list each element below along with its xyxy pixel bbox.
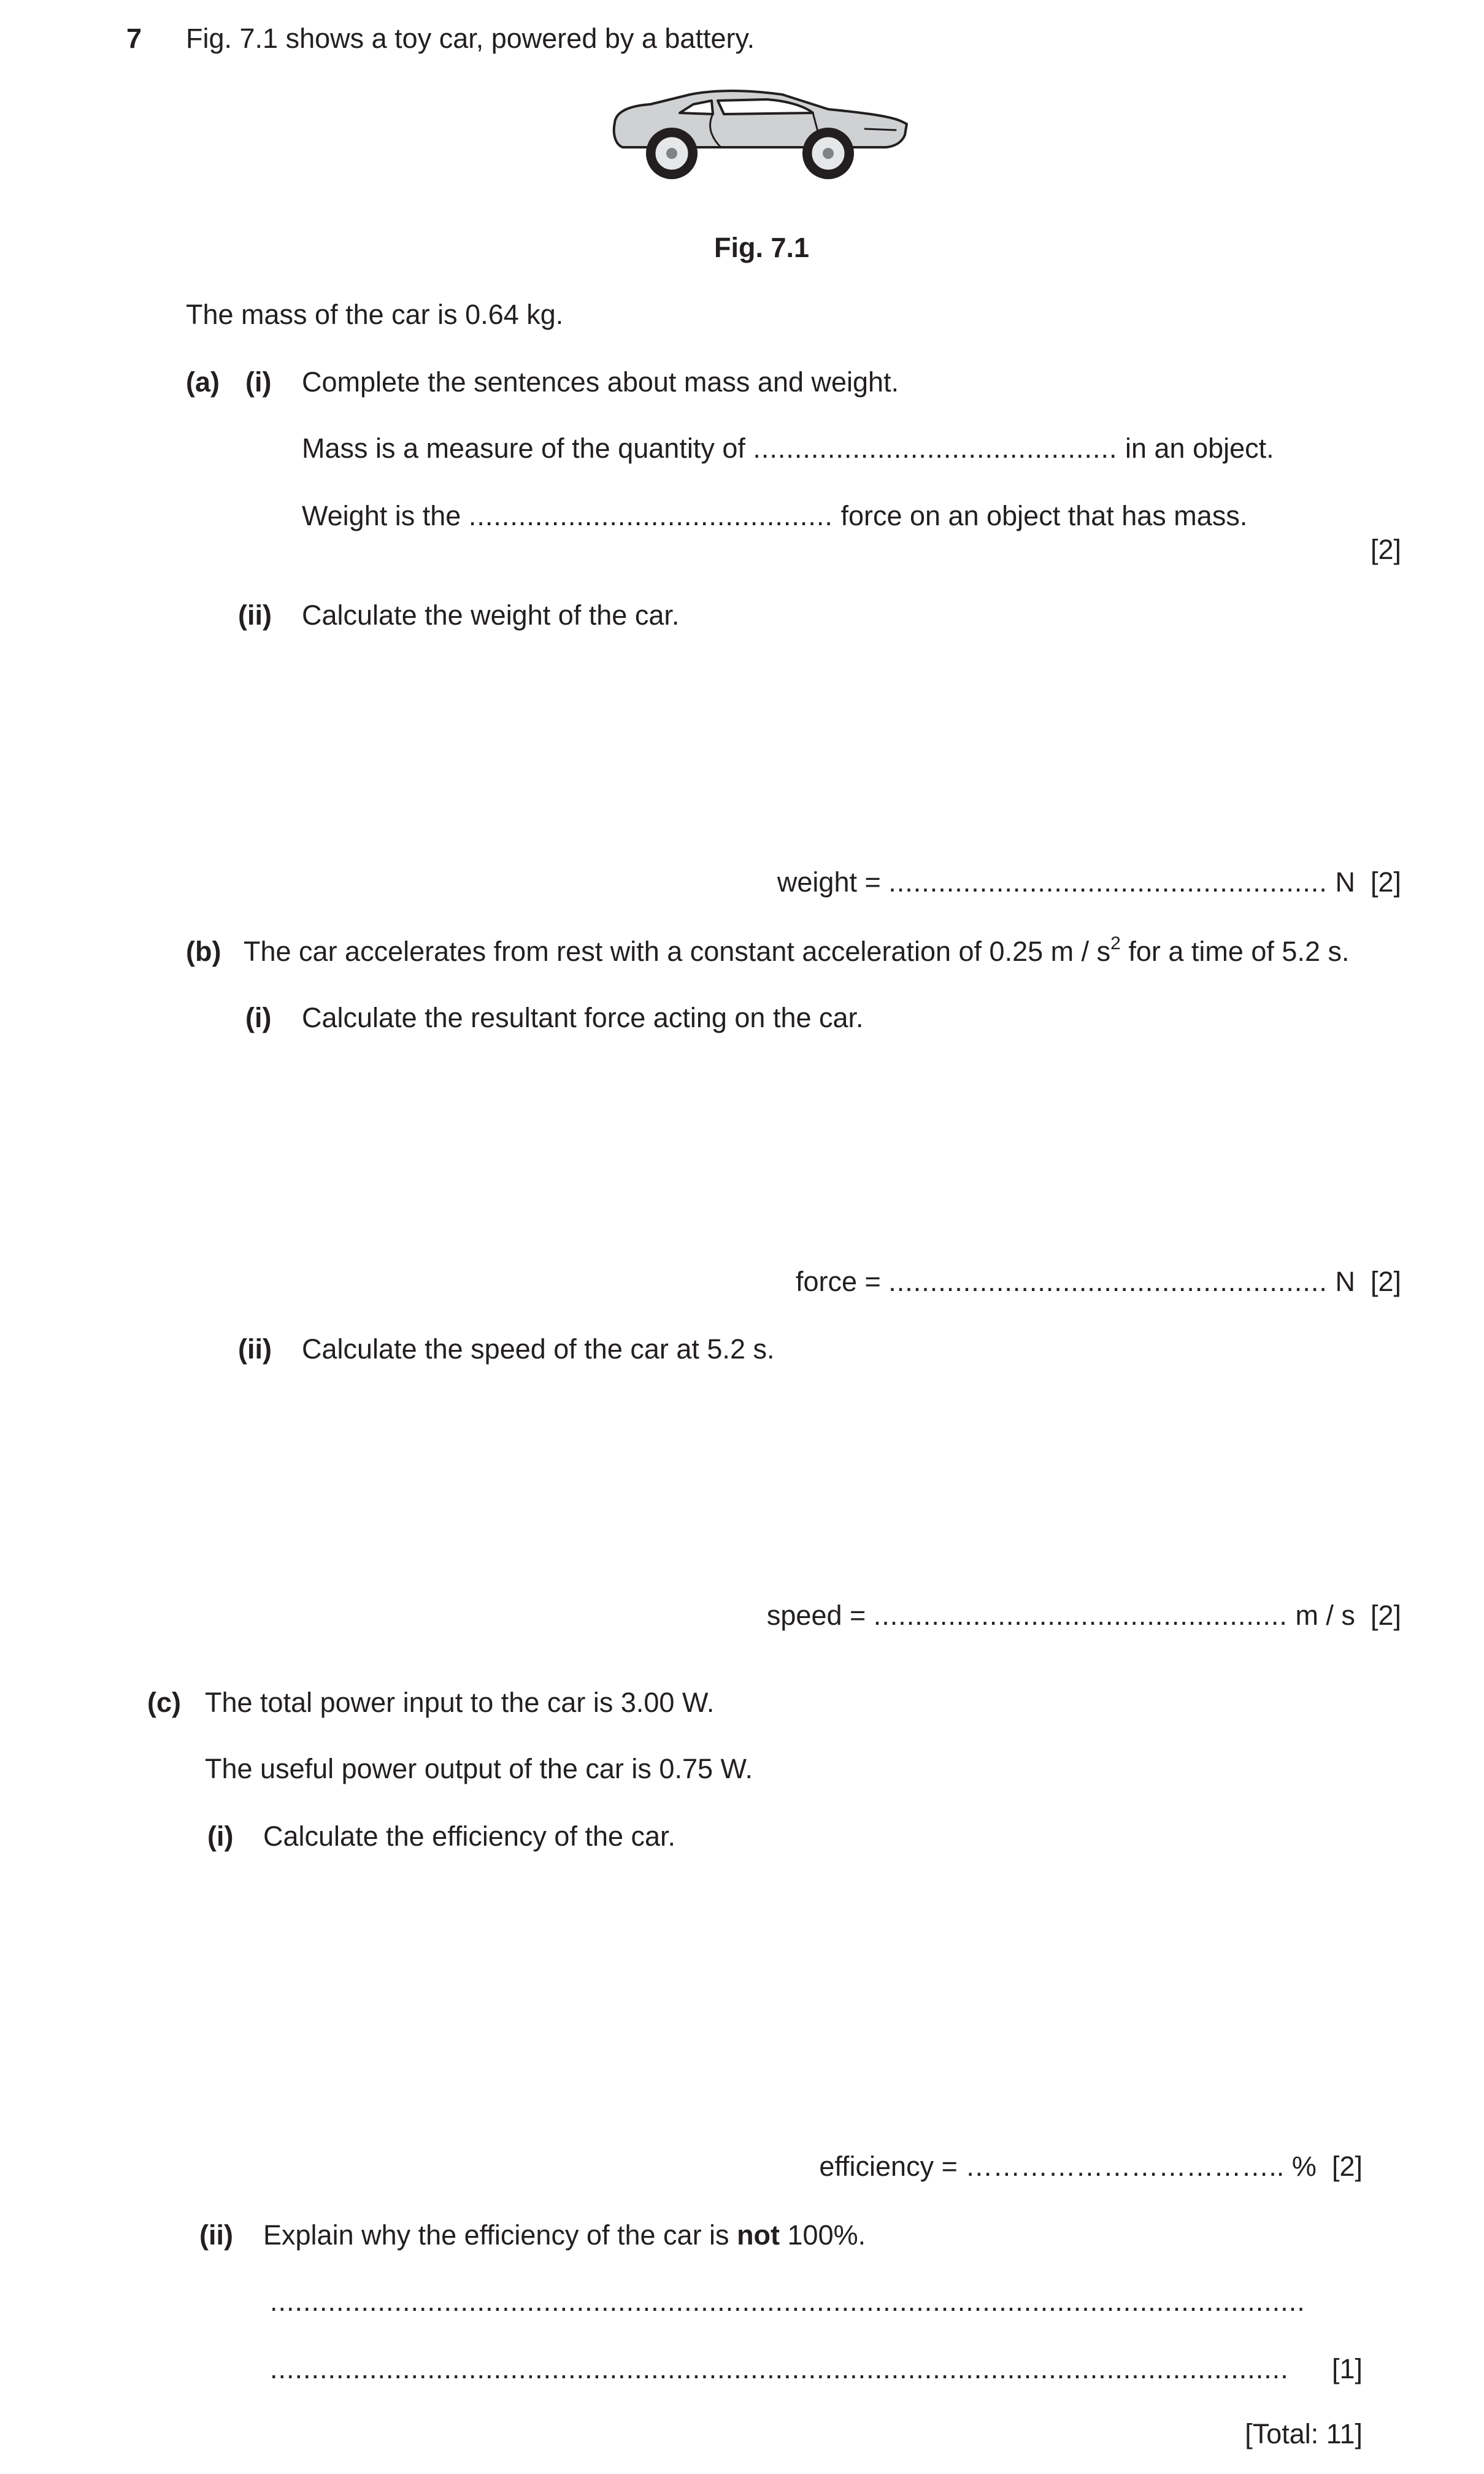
part-c-i-question: Calculate the efficiency of the car. bbox=[263, 1821, 676, 1852]
part-c-ii-question bbox=[263, 2221, 866, 2249]
answer-label-efficiency: efficiency = bbox=[819, 2151, 958, 2182]
part-a-i-label: (i) bbox=[245, 366, 272, 398]
sentence-weight-start: Weight is the bbox=[302, 500, 461, 531]
answer-line-force bbox=[796, 1268, 1401, 1295]
part-c-i-label: (i) bbox=[207, 1821, 234, 1852]
part-b-text-after: for a time of 5.2 s. bbox=[1120, 936, 1350, 967]
answer-blank-mass[interactable]: ............................................ bbox=[753, 433, 1118, 464]
answer-blank-weight-force[interactable]: ............................................ bbox=[468, 500, 833, 531]
answer-line-efficiency bbox=[819, 2152, 1363, 2180]
part-c-ii-text-bold: not bbox=[737, 2219, 780, 2251]
answer-field-weight[interactable]: ..................................................... bbox=[888, 866, 1328, 898]
marks-b-ii: [2] bbox=[1370, 1600, 1401, 1631]
figure-caption: Fig. 7.1 bbox=[714, 232, 810, 263]
sentence-mass bbox=[302, 434, 1274, 462]
part-c-power-output: The useful power output of the car is 0.75 W. bbox=[205, 1753, 753, 1784]
sentence-weight bbox=[302, 502, 1247, 530]
toy-car-figure bbox=[607, 86, 914, 184]
part-b-superscript: 2 bbox=[1110, 933, 1121, 954]
answer-line-weight bbox=[777, 868, 1401, 896]
car-wheel-front bbox=[802, 128, 854, 179]
car-wheel-rear bbox=[646, 128, 698, 179]
part-b-i-label: (i) bbox=[245, 1002, 272, 1033]
mass-statement: The mass of the car is 0.64 kg. bbox=[186, 299, 564, 330]
part-c-label: (c) bbox=[147, 1687, 181, 1718]
part-a-label: (a) bbox=[186, 366, 220, 398]
answer-label-weight: weight = bbox=[777, 866, 881, 898]
marks-a-ii: [2] bbox=[1370, 866, 1401, 898]
unit-speed: m / s bbox=[1295, 1600, 1355, 1631]
marks-b-i: [2] bbox=[1370, 1266, 1401, 1297]
part-b-label: (b) bbox=[186, 936, 221, 967]
answer-label-force: force = bbox=[795, 1266, 881, 1297]
part-c-ii-text-after: 100%. bbox=[780, 2219, 866, 2251]
answer-field-force[interactable]: ..................................................... bbox=[888, 1266, 1328, 1297]
part-a-i-question: Complete the sentences about mass and weight. bbox=[302, 366, 899, 398]
sentence-weight-end: force on an object that has mass. bbox=[840, 500, 1248, 531]
question-number: 7 bbox=[126, 23, 142, 54]
answer-line-explain-1[interactable]: ............................................................................................................................. bbox=[270, 2286, 1305, 2317]
part-a-ii-label: (ii) bbox=[238, 599, 272, 631]
part-b-stem bbox=[244, 933, 1350, 967]
part-b-i-question: Calculate the resultant force acting on the car. bbox=[302, 1002, 864, 1033]
answer-label-speed: speed = bbox=[766, 1600, 866, 1631]
sentence-mass-start: Mass is a measure of the quantity of bbox=[302, 433, 745, 464]
part-b-ii-label: (ii) bbox=[238, 1333, 272, 1365]
answer-line-speed bbox=[767, 1601, 1401, 1629]
unit-efficiency: % bbox=[1291, 2151, 1317, 2182]
question-intro: Fig. 7.1 shows a toy car, powered by a battery. bbox=[186, 23, 755, 54]
part-a-ii-question: Calculate the weight of the car. bbox=[302, 599, 680, 631]
answer-field-speed[interactable]: .................................................. bbox=[873, 1600, 1288, 1631]
answer-field-efficiency[interactable]: …………………………….. bbox=[965, 2151, 1285, 2182]
car-bumper-line bbox=[865, 129, 896, 130]
part-c-power-input: The total power input to the car is 3.00 W. bbox=[205, 1687, 715, 1718]
unit-weight: N bbox=[1335, 866, 1355, 898]
marks-a-i: [2] bbox=[1370, 534, 1401, 565]
part-c-ii-text-before: Explain why the efficiency of the car is bbox=[263, 2219, 737, 2251]
unit-force: N bbox=[1335, 1266, 1355, 1297]
part-b-text-before: The car accelerates from rest with a constant acceleration of 0.25 m / s bbox=[244, 936, 1111, 967]
part-c-ii-label: (ii) bbox=[199, 2219, 233, 2251]
part-b-ii-question: Calculate the speed of the car at 5.2 s. bbox=[302, 1333, 775, 1365]
marks-c-ii: [1] bbox=[1331, 2353, 1363, 2384]
sentence-mass-end: in an object. bbox=[1125, 433, 1274, 464]
total-marks: [Total: 11] bbox=[1245, 2418, 1363, 2449]
answer-line-explain-2[interactable]: ........................................................................................................................... bbox=[270, 2353, 1289, 2384]
marks-c-i: [2] bbox=[1331, 2151, 1363, 2182]
